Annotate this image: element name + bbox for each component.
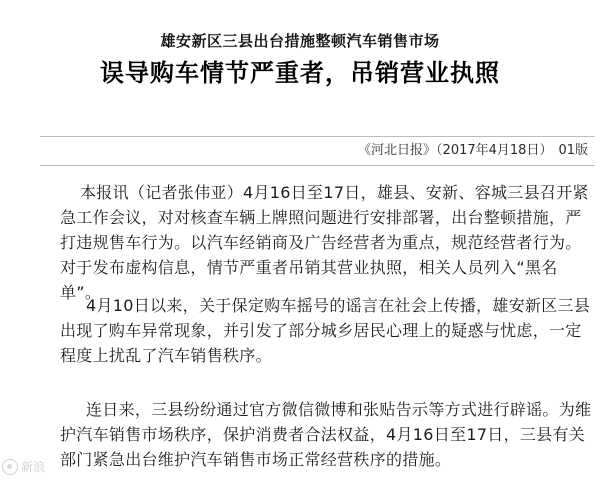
article-headline: 误导购车情节严重者，吊销营业执照 xyxy=(100,59,500,87)
article-subtitle: 雄安新区三县出台措施整顿汽车销售市场 xyxy=(160,32,440,50)
source-divider-top xyxy=(40,136,595,137)
source-date: （2017年4月18日） xyxy=(436,143,553,158)
paragraph-2: 4月10日以来，关于保定购车摇号的谣言在社会上传播，雄安新区三县出现了购车异常现象，并引发了部分城乡居民心理上的疑惑与忧虑，一定程度上扰乱了汽车销售秩序。 xyxy=(60,296,591,365)
source-publication: 《河北日报》 xyxy=(358,143,437,158)
source-divider-bottom xyxy=(40,165,595,166)
paragraph-1: 本报讯（记者张伟亚）4月16日至17日，雄县、安新、容城三县召开紧急工作会议，对对核查车辆上牌照问题进行安排部署，出台整顿措施，严打违规售车行为。以汽车经销商及广告经营者为重点，规范经营者行为。对于发布虚构信息，情节严重者吊销其营业执照，相关人员列入“黑名单”。 xyxy=(60,183,589,302)
source-line xyxy=(358,141,588,161)
paragraph-3: 连日来，三县纷纷通过官方微信微博和张贴告示等方式进行辟谣。为维护汽车销售市场秩序，保护消费者合法权益，4月16日至17日，三县有关部门紧急出台维护汽车销售市场正常经营秩序的措施。 xyxy=(60,400,592,469)
source-page: 01版 xyxy=(558,143,588,158)
watermark-text: 新浪 xyxy=(21,460,46,474)
weibo-logo-icon xyxy=(2,459,18,475)
watermark xyxy=(2,458,45,475)
